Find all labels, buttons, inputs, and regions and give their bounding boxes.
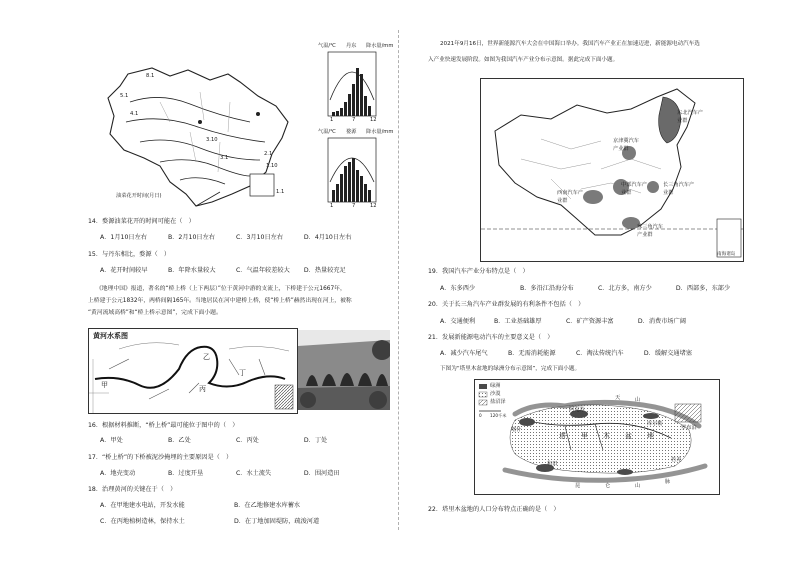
place-label: 和田 (547, 461, 558, 467)
isoline-label: 3.1 (220, 155, 229, 161)
map-label-jia: 甲 (101, 381, 108, 389)
option-d[interactable]: D．西部多，东部少 (675, 285, 731, 292)
option-b[interactable]: B．多沿江沿海分布 (519, 285, 574, 292)
option-b[interactable]: B．年降水量较大 (167, 267, 216, 274)
option-a[interactable]: A．甲处 (100, 437, 123, 444)
option-a[interactable]: A．在甲地建水电站，开发水能 (100, 502, 185, 509)
option-b[interactable]: B．乙处 (167, 437, 191, 444)
basin-char: 地 (647, 432, 654, 440)
isoline-label: 4.1 (130, 111, 139, 117)
option-a[interactable]: A．东多西少 (440, 285, 476, 292)
basin-char: 里 (581, 432, 588, 440)
option-b[interactable]: B．工业基础雄厚 (493, 318, 542, 325)
legend-salt-marsh: 盐沼泽 (490, 399, 506, 405)
question-17-options (100, 470, 340, 478)
option-c[interactable]: C．3月10日左右 (235, 234, 284, 241)
passage-line: 上桥建于公元1832年，两桥间隔165年。当地居民在河中建桥上桥，使“桥上桥”赫然出现在河上，被称 (88, 298, 352, 304)
option-b[interactable]: B．2月10日左右 (167, 234, 215, 241)
isoline-label: 1.10 (266, 163, 278, 169)
intro-line: 2021年9月16日，世界新能源汽车大会在中国海口举办。我国汽车产业正在加速迈进，新能源电动汽车选 (440, 41, 700, 47)
option-a[interactable]: A．减少汽车尾气 (440, 350, 488, 357)
intro-line: 入产业快速发展阶段。如图为我国汽车产业分布示意图。据此完成下面小题。 (428, 57, 619, 63)
cluster-label-jingjinji: 京津冀汽车产业群 (613, 138, 639, 152)
question-21-stem: 21．发展新能源电动汽车的主要意义是（ ） (428, 334, 554, 341)
basin-char: 塔 (559, 432, 566, 440)
bridge-photo (298, 330, 390, 410)
mountain-char: 仑 (605, 483, 611, 489)
option-a[interactable]: A．交通便利 (440, 318, 476, 325)
isoline-label: 1.1 (276, 189, 285, 195)
mountain-char: 山 (635, 483, 641, 489)
mountain-char: 山 (635, 397, 641, 403)
option-d[interactable]: D．热量较充足 (303, 267, 346, 274)
map-legend: 油菜花开时间(月日) (116, 193, 162, 199)
basin-char: 木 (603, 432, 610, 440)
option-c[interactable]: C．水土流失 (235, 470, 272, 477)
place-label: 库尔勒 (647, 421, 663, 427)
option-b[interactable]: B．无需消耗能源 (507, 350, 556, 357)
question-15-stem: 15．与丹东相比，婺源（ ） (88, 251, 171, 258)
option-d[interactable]: D．围河造田 (303, 470, 340, 477)
place-label: 若羌 (671, 457, 682, 463)
place-label: 喀什 (511, 427, 522, 433)
rapeseed-bloom-map (100, 62, 300, 212)
map-title: 黄河水系图 (93, 332, 128, 340)
option-c[interactable]: C．矿产资源丰富 (565, 318, 614, 325)
car-industry-map (480, 78, 744, 262)
cluster-label-central: 中部汽车产业群 (621, 182, 647, 196)
question-20-options (440, 318, 686, 326)
mountain-char: 脉 (665, 479, 671, 485)
option-a[interactable]: A．花开时间较早 (100, 267, 148, 274)
right-column (400, 0, 794, 562)
option-d[interactable]: D．消费市场广阔 (637, 318, 686, 325)
legend-oasis: 绿洲 (490, 383, 501, 389)
option-d[interactable]: D．4月10日左右 (303, 234, 352, 241)
cluster-label-northeast: 东北汽车产业群 (677, 110, 703, 124)
column-divider (398, 30, 399, 530)
option-c[interactable]: C．在丙地植树造林，保持水土 (100, 518, 185, 525)
question-18-options-row1 (100, 502, 300, 510)
option-d[interactable]: D．丁处 (303, 437, 328, 444)
isoline-label: 2.1 (264, 151, 273, 157)
question-14-stem: 14．婺源油菜花开的时间可能在（ ） (88, 218, 195, 225)
option-d[interactable]: D．在丁地加固堤防，疏浚河道 (233, 518, 320, 525)
question-16-options (100, 437, 327, 445)
option-a[interactable]: A．1月10日左右 (100, 234, 147, 241)
isoline-label: 5.1 (120, 93, 129, 99)
passage-line: 《地理中国》报道，著名的“桥上桥（上下两层）”位于黄河中游的支流上，下桥建于公元1667年， (96, 286, 346, 292)
mountain-char: 天 (615, 395, 621, 401)
place-label: 阿克苏 (569, 407, 585, 413)
cluster-label-pearl-delta: 珠三角汽车产业群 (637, 224, 663, 238)
question-20-stem: 20．关于长三角汽车产业群发展的有利条件不包括（ ） (428, 301, 585, 308)
chart-title: 婺源 (346, 129, 357, 135)
passage-line: “黄河流域高桥”和“桥上桥示意图”，完成下面小题。 (88, 310, 222, 316)
scale-bar: 0 120千米 (479, 413, 507, 418)
question-16-stem: 16．根据材料推断，“桥上桥”最可能位于图中的（ ） (88, 422, 239, 429)
inset-label: 南海诸岛 (717, 252, 736, 257)
cluster-label-yangtze-delta: 长三角汽车产业群 (663, 182, 695, 196)
option-c[interactable]: C．淘汰传统汽车 (575, 350, 624, 357)
question-15-options (100, 267, 346, 275)
question-19-options (440, 285, 730, 293)
tarim-prompt: 下图为“塔里木盆地的绿洲分布示意图”，完成下面小题。 (440, 366, 581, 372)
climate-chart-wuyuan: 气温/℃ 婺源 降水量/mm 1 7 12 (318, 129, 394, 209)
place-label: 罗布泊 (681, 425, 697, 431)
mountain-char: 昆 (575, 483, 581, 489)
chart-title: 丹东 (346, 43, 357, 49)
cluster-label-southwest: 西南汽车产业群 (557, 190, 583, 204)
option-c[interactable]: C．气温年较差较大 (235, 267, 290, 274)
question-19-stem: 19．我国汽车产业分布特点是（ ） (428, 268, 529, 275)
question-14-options (100, 234, 351, 242)
option-c[interactable]: C．丙处 (235, 437, 259, 444)
option-b[interactable]: B．过度开垦 (167, 470, 204, 477)
map-label-yi: 乙 (203, 353, 210, 361)
question-18-stem: 18．治理黄河的关键在于（ ） (88, 486, 177, 493)
option-a[interactable]: A．地壳变动 (100, 470, 136, 477)
map-label-ding: 丁 (239, 369, 246, 377)
isoline-label: 8.1 (146, 73, 155, 79)
yellow-river-map (88, 328, 298, 414)
option-c[interactable]: C．北方多，南方少 (597, 285, 652, 292)
basin-char: 盆 (625, 432, 632, 440)
question-17-stem: 17．“桥上桥”的下桥被泥沙掩埋的主要原因是（ ） (88, 454, 233, 461)
question-21-options (440, 350, 692, 358)
option-b[interactable]: B．在乙地修建水库蓄水 (233, 502, 301, 509)
question-18-options-row2 (100, 518, 319, 526)
question-22-stem: 22．塔里木盆地的人口分布特点正确的是（ ） (428, 506, 560, 513)
map-label-bing: 丙 (199, 385, 206, 393)
tarim-oasis-map (474, 379, 720, 495)
option-d[interactable]: D．缓解交通堵塞 (643, 350, 692, 357)
climate-chart-dandong: 气温/℃ 丹东 降水量/mm 1 7 12 (318, 43, 394, 123)
isoline-label: 3.10 (206, 137, 218, 143)
legend-desert: 沙漠 (490, 391, 501, 397)
